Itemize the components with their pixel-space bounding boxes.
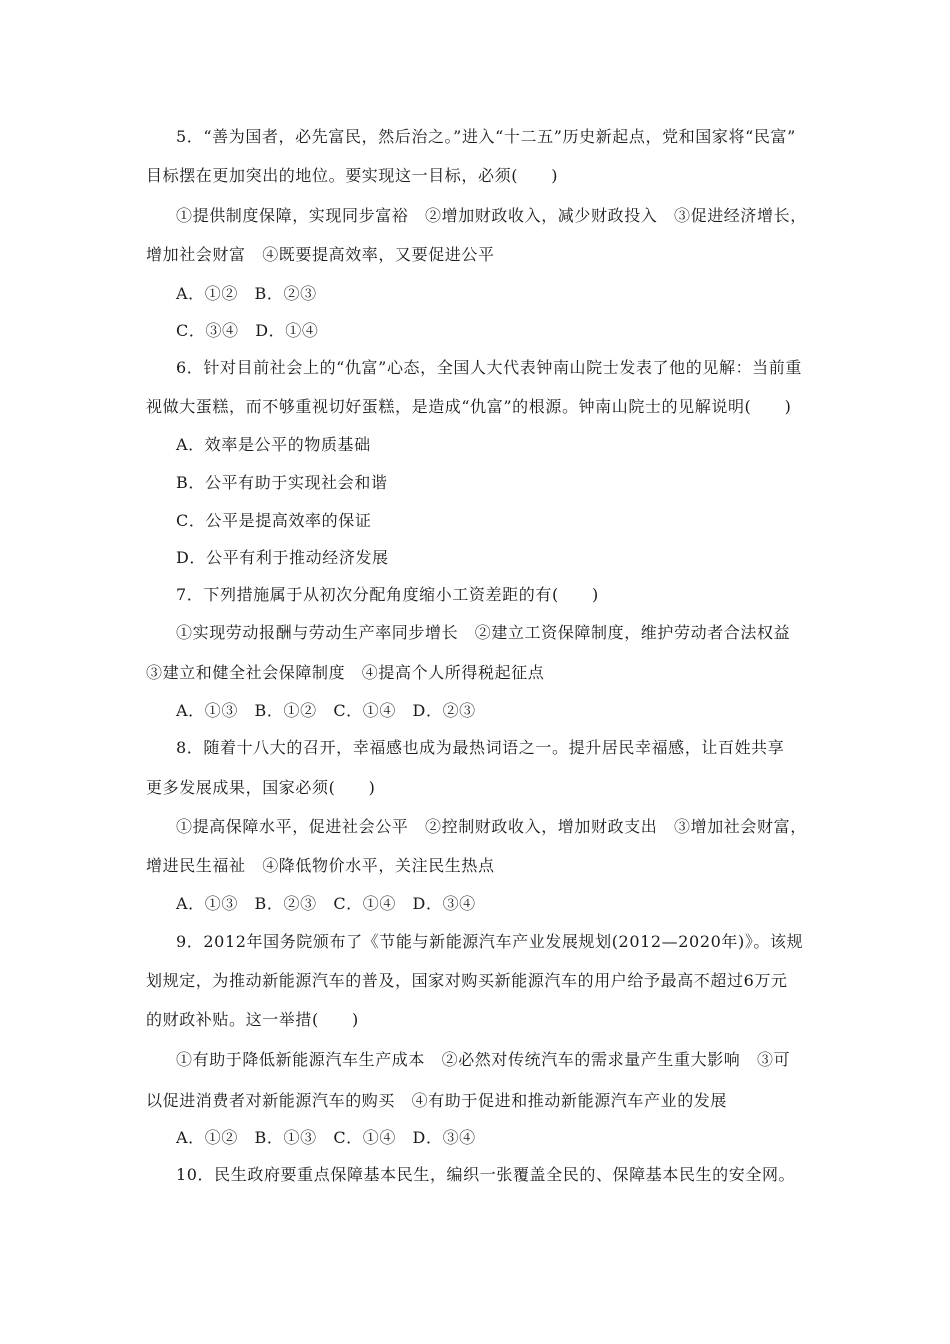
q9-stem-line-2: 划规定，为推动新能源汽车的普及，国家对购买新能源汽车的用户给予最高不超过6万元 [146, 971, 788, 990]
q8-statements-line-2: 增进民生福祉 ④降低物价水平，关注民生热点 [146, 856, 495, 875]
q6-option-d: D．公平有利于推动经济发展 [176, 548, 389, 567]
q5-stem-line-1: 5．“善为国者，必先富民，然后治之。”进入“十二五”历史新起点，党和国家将“民富” [176, 127, 796, 146]
q7-statements-line-2: ③建立和健全社会保障制度 ④提高个人所得税起征点 [146, 663, 545, 682]
q9-stem-line-3: 的财政补贴。这一举措( ) [146, 1010, 359, 1029]
q5-statements-line-1: ①提供制度保障，实现同步富裕 ②增加财政收入，减少财政投入 ③促进经济增长， [176, 206, 807, 225]
q5-options-line-1: A．①② B．②③ [176, 284, 317, 303]
q6-option-a: A．效率是公平的物质基础 [176, 435, 371, 454]
q8-statements-line-1: ①提高保障水平，促进社会公平 ②控制财政收入，增加财政支出 ③增加社会财富， [176, 817, 807, 836]
q6-stem-line-2: 视做大蛋糕，而不够重视切好蛋糕，是造成“仇富”的根源。钟南山院士的见解说明( ) [146, 397, 792, 416]
q9-statements-line-2: 以促进消费者对新能源汽车的购买 ④有助于促进和推动新能源汽车产业的发展 [146, 1091, 728, 1110]
q8-stem-line-1: 8．随着十八大的召开，幸福感也成为最热词语之一。提升居民幸福感，让百姓共享 [176, 738, 785, 757]
q6-option-c: C．公平是提高效率的保证 [176, 511, 372, 530]
q9-options: A．①② B．①③ C．①④ D．③④ [176, 1128, 476, 1147]
q7-statements-line-1: ①实现劳动报酬与劳动生产率同步增长 ②建立工资保障制度，维护劳动者合法权益 [176, 623, 791, 642]
q6-option-b: B．公平有助于实现社会和谐 [176, 473, 388, 492]
q7-options: A．①③ B．①② C．①④ D．②③ [176, 701, 476, 720]
q10-stem-line-1: 10．民生政府要重点保障基本民生，编织一张覆盖全民的、保障基本民生的安全网。 [176, 1165, 796, 1184]
q8-stem-line-2: 更多发展成果，国家必须( ) [146, 778, 376, 797]
q9-stem-line-1: 9．2012年国务院颁布了《节能与新能源汽车产业发展规划(2012—2020年)》。该规 [176, 932, 804, 951]
q5-stem-line-2: 目标摆在更加突出的地位。要实现这一目标，必须( ) [146, 166, 559, 185]
q9-statements-line-1: ①有助于降低新能源汽车生产成本 ②必然对传统汽车的需求量产生重大影响 ③可 [176, 1050, 791, 1069]
q5-options-line-2: C．③④ D．①④ [176, 321, 319, 340]
q8-options: A．①③ B．②③ C．①④ D．③④ [176, 894, 476, 913]
q6-stem-line-1: 6．针对目前社会上的“仇富”心态，全国人大代表钟南山院士发表了他的见解：当前重 [176, 358, 802, 377]
q5-statements-line-2: 增加社会财富 ④既要提高效率，又要促进公平 [146, 245, 495, 264]
q7-stem: 7．下列措施属于从初次分配角度缩小工资差距的有( ) [176, 585, 599, 604]
